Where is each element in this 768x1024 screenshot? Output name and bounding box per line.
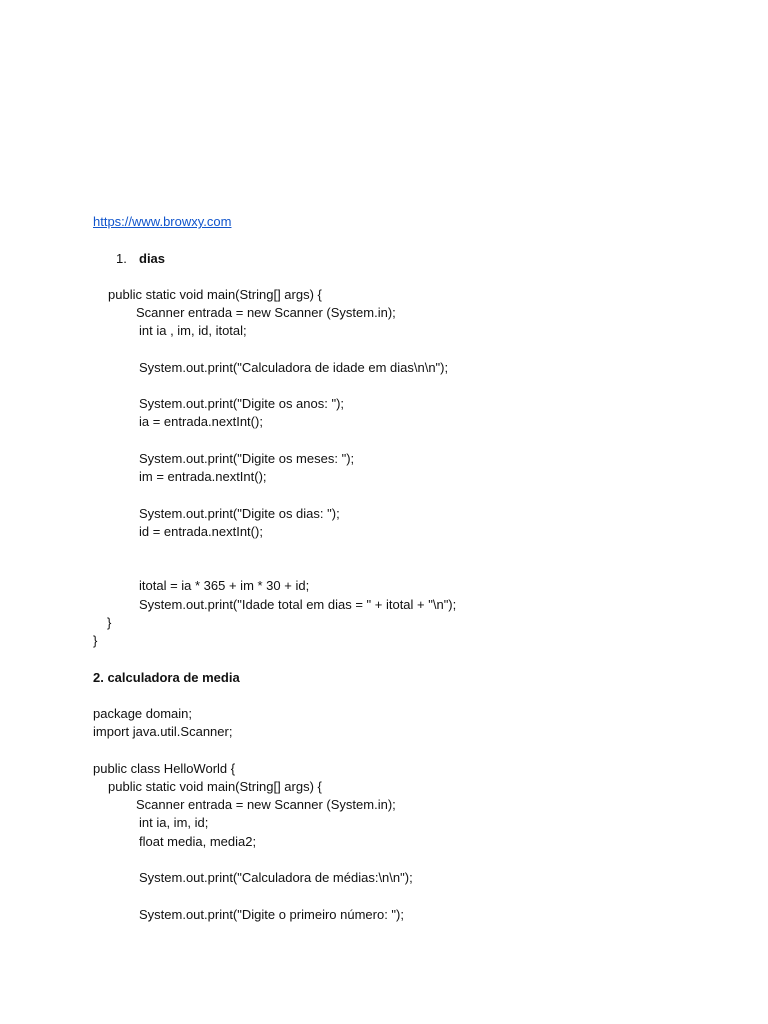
code-line: Scanner entrada = new Scanner (System.in); bbox=[136, 305, 396, 320]
code-line: } bbox=[93, 633, 98, 648]
code-line: System.out.print("Calculadora de médias:\n\n"); bbox=[139, 870, 413, 885]
code-line: public class HelloWorld { bbox=[93, 761, 236, 776]
code-line: ia = entrada.nextInt(); bbox=[139, 414, 263, 429]
code-line: System.out.print("Digite os meses: "); bbox=[139, 451, 355, 466]
code-line: import java.util.Scanner; bbox=[93, 724, 233, 739]
browxy-link[interactable]: https://www.browxy.com bbox=[93, 214, 232, 229]
code-line: itotal = ia * 365 + im * 30 + id; bbox=[139, 578, 310, 593]
code-line: } bbox=[107, 615, 112, 630]
section2-title: 2. calculadora de media bbox=[93, 670, 240, 685]
code-line: System.out.print("Idade total em dias = " + itotal + "\n"); bbox=[139, 597, 457, 612]
section1-title: dias bbox=[139, 251, 166, 266]
code-line: int ia, im, id; bbox=[139, 815, 209, 830]
code-line: int ia , im, id, itotal; bbox=[139, 323, 247, 338]
code-line: public static void main(String[] args) { bbox=[108, 287, 322, 302]
code-line: Scanner entrada = new Scanner (System.in); bbox=[136, 797, 396, 812]
code-line: im = entrada.nextInt(); bbox=[139, 469, 267, 484]
code-line: System.out.print("Digite os anos: "); bbox=[139, 396, 345, 411]
code-line: System.out.print("Digite o primeiro número: "); bbox=[139, 907, 404, 922]
code-line: id = entrada.nextInt(); bbox=[139, 524, 263, 539]
section1-number: 1. bbox=[116, 251, 127, 266]
code-line: float media, media2; bbox=[139, 834, 257, 849]
code-line: package domain; bbox=[93, 706, 193, 721]
code-line: public static void main(String[] args) { bbox=[108, 779, 322, 794]
code-line: System.out.print("Digite os dias: "); bbox=[139, 506, 340, 521]
code-line: System.out.print("Calculadora de idade em dias\n\n"); bbox=[139, 360, 449, 375]
